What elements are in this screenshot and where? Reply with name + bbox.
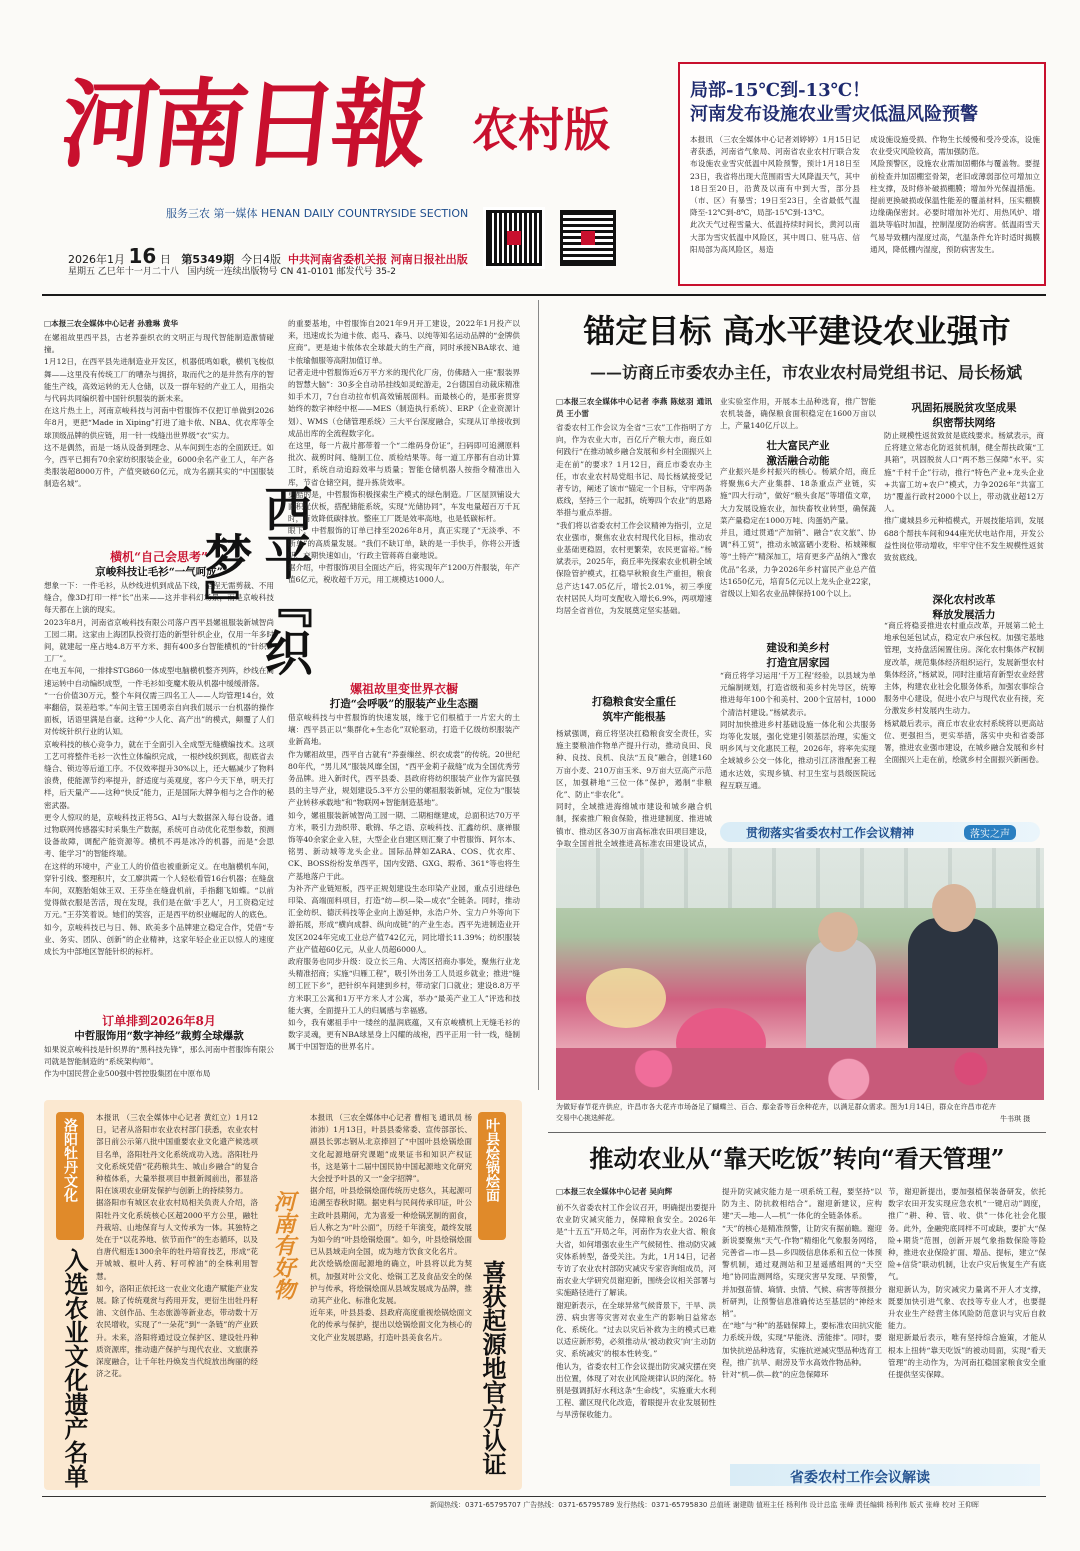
xiping-title-2: 『织梦』 [196, 532, 312, 676]
left-sub-1: 横机“自己会思考” [110, 550, 208, 564]
bottom-feature-byline: □本报三农全媒体中心记者 吴向辉 [556, 1187, 673, 1196]
warning-title-2: 河南发布设施农业雪灾低温风险预警 [690, 104, 978, 125]
feature-title: 锚定目标 高水平建设农业强市 [583, 312, 1011, 350]
bottom-feature-col3: 节，谢迎新提出，要加强植保装备研发，依托数字农田开发实现应急农机“一键启动”调度，推广“耕、种、管、收、供”一体化社会化服务。此外，金融兜底同样不可或缺，要扩大“保险+期货”范围，创新开展气象指数保险等险种，推进农业保险扩面、增品、提标，建立“保险+信贷”联动机制，让农户灾后恢复生产有底气。 谢迎新认为，防灾减灾力量离不开人才支撑，既要加快引进气象、农技等专业人才，也要提升农业生产经营主体风险防范意识与灾后自救能力。 谢迎新最后表示，唯有坚持综合施策，才能从根本上扭转“靠天吃饭”的被动局面，实现“看天管理”的主动作为，为河南扛稳国家粮食安全重任提供坚实保障。 [888, 1187, 1046, 1380]
feature-col1-b: 杨斌强调，商丘将坚决扛稳粮食安全责任，实施主要粮油作物单产提升行动，推动良田、良种、良技、良机、良法“五良”融合，创建160万亩小麦、210万亩玉米、9万亩大豆高产示范区，加强耕地“三位一体”保护，遏制“非粮化”、防止“非农化”。 同时，全域推进海绵城市建设和城乡融合机制，探索推广粮食保险，推进建制度、推进城镇市、推动区各30万亩高标准农田项目建设，争取全国首批全域推进高标准农田建设试点， [556, 729, 712, 848]
bottom-feature-title: 推动农业从“靠天吃饭”转向“看天管理” [589, 1144, 1005, 1173]
feature-subtitle: ——访商丘市委农办主任，市农业农村局党组书记、局长杨斌 [590, 363, 1023, 382]
stamp-text: 河南有好物 [270, 1190, 296, 1300]
masthead-divider [42, 294, 1046, 296]
bottom-feature-col1: 前不久省委农村工作会议召开，明确提出要提升农业防灾减灾能力，保障粮食安全。2026年是“十五五”开局之年，河南作为农业大省、粮食大省，如何增强农业生产气候韧性、推动防灾减灾体系转型，备受关注。为此，1月14日，记者专访了农业农村部防灾减灾专家咨询组成员，河南农业大学研究员谢迎新，围绕会议相关部署与实施路径进行了解读。 谢迎新表示，在全球异常气候背景下，干旱、洪涝、病虫害等灾害对农业生产的影响日益常态化、系统化。“过去以灾后补救为主的模式已难以适应新形势，必须推动从‘被动救灾’向‘主动防灾、系统减灾’的根本性转变。” 他认为，省委农村工作会议提出防灾减灾摆在突出位置，体现了对农业风险规律认识的深化。特别是强调抓好水利这条“生命线”，实施重大水利工程、灌区现代化改造，着眼提升农业发展韧性与旱涝保收能力。 [556, 1203, 716, 1420]
page-count: 今日4版 [240, 253, 281, 266]
feature-col2-sub2: 建设和美乡村 打造宜居家园 [766, 642, 830, 669]
qr-code-2 [560, 210, 616, 266]
warning-col-1: 本报讯 （三农全媒体中心记者刘婷婷）1月15日记者获悉，河南省气象局、河南省农业农村厅联合发布设施农业雪灾低温中风险预警，预计1月18日至23日，我省将出现大范围雨雪大风降温天气，其中18日至20日，沿黄及以南有中到大雪，部分县（市、区）有暴雪；19日至23日，全省最低气温降至-12℃到-8℃，局部-15℃到-13℃。 此次天气过程雪量大、低温持续时间长，黄河以南大部为雪灾低温中风险区，其中周口、驻马店、信阳局部为高风险区，易造 [690, 135, 860, 254]
date-day: 16 [128, 244, 157, 268]
left-para-1: 在嫘祖故里西平县，古老养蚕织衣的文明正与现代智能制造激情碰撞。 1月12日，在西平县先进制造业开发区，机器低鸣如歌，横机飞梭似舞——这里没有传统工厂的嘈杂与拥挤，取而代之的是井然有序的智能生产线，高效运转的无人仓储，以及一群年轻的产业工人，用指尖与代码共同编织着中国针织服装的新未来。 在这片热土上，河南京峻科技与河南中哲服饰不仅把订单做到2026年8月，更把“Made in Xiping”打进了迪卡侬、NBA、优衣库等全球顶级品牌的供应链，用一针一线缝出世界级“衣”实力。 这不是偶然，而是一场从设备到理念、从车间到生态的全面跃迁。如今，西平已拥有70余家纺织服装企业，6000余名产业工人，年产各类服装超8000万件，产值突破60亿元，成为名副其实的“中国服装制造名城”。 [44, 333, 274, 489]
feature-col3-a: 防止规模性返贫致贫是底线要求。杨斌表示，商丘将建立常态化防返贫机制，健全帮扶政策“工具箱”，巩固脱贫人口“两不愁三保障”水平。实施“千村千企”行动，推行“特色产业+龙头企业+共富工坊+农户”模式，力争2026年“共富工坊”覆盖行政村2000个以上，带动就业超12万人。 推广虞城县乡元种植模式，开展技能培训，发展688个帮扶车间和944座光伏电站作用，开发公益性岗位带动增收，牢牢守住不发生规模性返贫致贫底线。 [884, 431, 1044, 563]
mid-para-1: 的重要基地，中哲服饰自2021年9月开工建设，2022年1月投产以来，迅速成长为迪卡侬、彪马、森马、以纯等知名运动品牌的“金牌供应商”。更是迪卡侬体农全球最大的生产商，同时承接NBA球衣、迪卡侬瑜伽服等高附加值订单。 记者走进中哲服饰近6万平方米的现代化厂房，仿佛踏入一座“服装界的智慧大脑”：30多全自动吊挂线如灵蛇游走，2台德国自动裁床精准如手术刀，7台自动拉布机高效铺展面料。而最核心的，是那套贯穿始终的数字神经中枢——MES（制造执行系统）、ERP（企业资源计划）、WMS（仓储管理系统）三大平台深度融合，实现从订单接收到成品出库的全流程数字化。 在这里，每一片裁片都带着一个“二维码身份证”，扫码即可追溯原料批次、裁剪时间、缝制工位、质检结果等。每一道工序都有自动计算工时，系统自动追踪效率与质量；智能仓储机器人按指令精准出入库，节省仓储空间，提升拣货效率。 更酷的是，中哲服饰积极探索生产模式的绿色制造。厂区屋顶铺设大面积光伏板，搭配储能系统，实现“光储协同”，车发电量超百万千瓦时，有效降低碳排放。整座工厂既是效率高地，也是低碳标杆。 眼下，中哲服饰的订单已排至2026年8月，真正实现了“无淡季、不断单”的高质量发展。“我们不缺订单，缺的是一手快手，你将公开透明，交期快速如山，‘行政主管蒋蒋自豪地说。 据介绍，中哲服饰项目全面达产后，将实现年产1200万件服装，年产值6亿元，税收超千万元，用工规模达1000人。 [288, 319, 520, 585]
spirit-banner-tag: 落实之声 [964, 825, 1016, 840]
left-sub-2b: 中哲服饰用“数字神经”裁剪全球爆款 [74, 1030, 244, 1042]
left-sub-2: 订单排到2026年8月 [102, 1014, 216, 1028]
sponsor: 中共河南省委机关报 河南日报社出版 [287, 253, 468, 266]
left-sub-1b: 京峻科技让毛衫“一气呵成” [95, 566, 223, 578]
feature-col2-b: 产业振兴是乡村振兴的核心。杨斌介绍，商丘将聚焦6大产业集群、18条重点产业链，实施“四大行动”，做好“粮头食尾”等增值文章，大力发展设施农业，加快畜牧业转型，确保蔬菜产量稳定在1000万吨、肉蛋奶产量。 并且，通过贯通“产加销”、融合“农文旅”、协调“科工贸”，推动永城富硒小麦粉、柘城辣椒等“土特产”精深加工，培育更多产品纳入“豫农优品”名录，力争2026年乡村富民产业总产值达1650亿元，培育5亿元以上龙头企业22家，省级以上知名农业品牌保持100个以上。 [720, 467, 876, 599]
flower-market-photo [556, 848, 1044, 1100]
footer-info: 新闻热线：0371-65795707 广告热线：0371-65795789 发行热线：0371-65795830 总值班 谢建勋 值班主任 杨利伟 设计总监 张峰 责任编辑 杨利伟 版式 张峰 校对 王仰晖 [430, 1501, 980, 1509]
luoyang-title: 入选农业文化遗产名单 [60, 1248, 89, 1488]
feature-col3-sub2: 深化农村改革 释放发展活力 [932, 594, 996, 621]
warning-title-1: 局部-15℃到-13℃！ [690, 80, 871, 101]
column-divider [538, 300, 539, 1090]
luoyang-text: 本报讯 （三农全媒体中心记者 黄红立）1月12日，记者从洛阳市农业农村部门获悉，农业农村部日前公示第八批中国重要农业文化遗产候选项目名单，洛阳牡丹文化系统成功入选。洛阳牡丹文化系统凭借“花药粮共生、城山乡融合”的复合种植体系，大量举报项目申报新闻前出，都显洛阳在该项农业研发保护与创新上的持续努力。 据洛阳市有城区农业农村局相关负责人介绍，洛阳牡丹文化系统核心区超2000平方公里，融牡丹栽培、山地保育与人文传承为一体。其独特之处在于“以花养地、依节而作”的生态循环，以及自唐代相连1300余年的牡丹培育技艺，形成“花开城城、根叶人药、籽可榨油”的全株利用智慧。 如今，洛阳正依托这一农业文化遗产赋能产业发展。除了传统观赏与药用开发，更衍生出牡丹籽油、文创作品、生态旅游等新业态，带动数十万农民增收，实现了“一朵花”到“一条链”的产业跃升。未来，洛阳将通过设立保护区、建设牡丹种质资源库，推动遗产保护与现代农业、文旅康养深度融合，让千年牡丹焕发当代绽放出绚丽的经济之花。 [96, 1113, 258, 1379]
yexian-title: 喜获起源地官方认证 [478, 1260, 507, 1476]
photo-caption: 为做好春节花卉供应，许昌市各大花卉市场备足了蝴蝶兰、百合、鄢金香等百余种花卉，以满足群众需求。图为1月14日，群众在许昌市花卉交易中心挑选鲜花。 [556, 1103, 996, 1122]
luoyang-tag [56, 1112, 84, 1240]
left-byline: □本报三农全媒体中心记者 孙雅琳 黄华 [44, 319, 178, 328]
publication-codes: 国内统一连续出版物号 CN 41-0101 邮发代号 35-2 [187, 267, 396, 277]
interpretation-banner-text: 省委农村工作会议解读 [790, 1470, 930, 1486]
yexian-tag [478, 1112, 506, 1240]
luoyang-tag-text: 洛阳牡丹文化 [62, 1118, 78, 1202]
masthead-logo: 河南日報 [56, 68, 428, 181]
mid-sub-1b: 打造“会呼吸”的服装产业生态圈 [329, 698, 479, 710]
feature-col1-sub: 打稳粮食安全重任 筑牢产能根基 [592, 696, 676, 723]
spirit-banner-text: 贯彻落实省委农村工作会议精神 [746, 826, 915, 840]
yexian-tag-text: 叶县烩锅烩面 [484, 1118, 500, 1202]
left-para-3: 如果说京峻科技是针织界的“黑科技先锋”，那么河南中哲服饰有限公司就是智能制造的“系统架构师”。 作为中国民营企业500强中哲控股集团在中原布局 [44, 1045, 274, 1079]
feature-col3-b: “商丘将稳妥推进农村重点改革，开展第二轮土地承包延包试点，稳定农户承包权。加强宅基地管理，支持盘活闲置住房。深化农村集体产权制度改革，规范集体经济组织运行，发展新型农村集体经济，”杨斌说，同时注重培育新型农业经营主体，构建农业社会化服务体系，加强农事综合服务中心建设，促进小农户与现代农业有接，充分激发乡村发展内生动力。 杨斌最后表示，商丘市农业农村系统将以更高站位、更强担当，更实举措，落实中央和省委部署，推进农业强市建设，在城乡融合发展和乡村全面振兴上走在前，绘就乡村全面振兴新画卷。 [884, 621, 1044, 765]
yexian-text: 本报讯 （三农全媒体中心记者 曹相飞 通讯员 杨沛沛）1月13日，叶县县委常委、宣传部部长、副县长郭志钢从北京捧回了“中国叶县烩锅烩面文化起源地研究课题”成果证书和知识产权证书，这是第十二届中国民协中国起源地文化研究大会授予叶县的又一“金字招牌”。 据介绍，叶县烩锅烩面传统历史悠久，其起源可追溯至春秋时期。据史料与民间传承印证，叶公主政叶县期间，尤为喜爱一种烩锅烹制的面食，后人称之为“叶公面”，历经千年演变，最终发展为如今的“叶县烩锅烩面”。如今，叶县烩锅烩面已从县域走向全国，成为地方饮食文化名片。 此次烩锅烩面起源地的确立，叶县将以此为契机，加强对叶公文化、烩锅工艺及食品安全的保护与传承，将烩锅烩面从县域发展成为品牌，推动其产业化、标准化发展。 近年来，叶县县委、县政府高度重视烩锅烩面文化的传承与保护，提出以烩锅烩面文化为核心的文化产业发展思路，打造叶县美食名片。 [310, 1113, 472, 1342]
mid-para-2: 借京峻科技与中哲服饰的快速发展，缘于它们根植于一片宏大的土壤：西平县正以“集群化+生态化”双轮驱动，打造千亿级纺织服装产业新高地。 作为嫘祖故里，西平自古就有“养蚕缫丝、织衣成裳”的传统。20世纪80年代，“男儿风”服装风靡全国，“西平金莉子裁缝”成为全国优秀劳务品牌。进入新时代，西平县委、县政府将纺织服装产业作为富民强县的主导产业，规划建设5.3平方公里的嫘祖服装新城，定位为“服装产业转移承载地”和“物联网+智能制造基地”。 如今，嫘祖服装新城智尚工园一期、二期相继建成，总面积达70万平方米，吸引力劲织带、歌锦、华之语、京峻科技、汇鑫纺织、康禅服饰等40余家企业入驻，大型企业自建区则汇聚了中哲服饰、阿尔本、铭男、新动城等龙头企业。国际品牌如ZARA、COS、优衣库、CK、BOSS纷纷发单西平，国内安踏、GXG、瑕希、361°等也将生产基地落户于此。 为补齐产业链短板，西平正规划建设生态印染产业园，重点引进绿色印染、高端面料项目，打造“纺—织—染—成衣”全链条。同时，推动汇金纺织、德沃科技等企业向上游延伸，永浩户外、宝力户外等向下游拓展，形成“横向成群、纵向成链”的产业生态。西平先进制造业开发区2024年完成工业总产值742亿元，同比增长11.39%；纺织服装产业产值超60亿元，从业人员超6000人。 政府服务也同步升级：设立长三角、大湾区招商办事处，聚焦行业龙头精准招商；实施“归雁工程”，吸引外出务工人员返乡就业；推进“缝纫工匠下乡”，把针织车间建到乡村，带动家门口就业；建设8.8万平方米职工公寓和1万平方米人才公寓，举办“最美产业工人”评选和技能大赛，全面提升工人的归属感与幸福感。 如今，我有嫘祖手中一缕丝的温润底蕴，又有京峻横机上无缝毛衫的数字灵魂，更有NBA球星身上闪耀的战袍，西平正用一针一线，缝制属于中国智造的世界名片。 [288, 713, 520, 1052]
footer-rule [42, 1496, 1046, 1497]
date-day-suffix: 日 [159, 253, 171, 266]
warning-col-2: 成设施设施受损、作物生长缓慢和受冷受冻，设施农业受灾风险较高，需加强防范。 风险预警区，设施农业需加固棚体与覆盖物。要提前检查并加固棚室骨架，老旧或薄弱部位可增加立柱支撑，及时修补破损棚膜；增加外光保温措施。提前更换破损或保温性能差的覆盖材料，压实棚膜边缘确保密封。必要时增加补光灯、用热风炉、增温块等临时加温，控制湿度防治病害。低温雨雪天气易导致棚内湿度过高，气温条件允许时适时揭膜通风，降低棚内湿度，预防病害发生。 [870, 135, 1040, 254]
top-warning-box [678, 62, 1046, 286]
xiping-title-1: 西平 [256, 484, 312, 580]
feature-col2-c: “商丘将学习运用‘千万工程’经验，以县域为单元编制规划，打造省级和美乡村先导区，统筹推进每年100个和美村、200个宜居村，1000个清洁村建设。”杨斌表示。 同时加快推进乡村基础设施一体化和公共服务均等化发展，强化党建引领基层治理，实施文明乡风与文化惠民工程，2026年，将率先实现全域城乡公交一体化，推动引江济淮配套工程通水达效，实现乡镇、村卫生室与县级医院远程互联互通。 [720, 671, 876, 790]
bottom-feature-rule [548, 1132, 1046, 1133]
weekday-lunar: 星期五 乙巳年十一月二十八 [68, 267, 179, 277]
bottom-feature-col2: 提升防灾减灾能力是一项系统工程，要坚持“以防为主、防抗救相结合”。谢迎新建议，应构建“天—地—人—机”一体化的全链条体系。 “天”的核心是精准预警，让防灾有据前瞻。谢迎新说要聚焦“天气-作物”精细化气象服务网络，完善省—市—县—乡四级信息体系和五位一体预警机制，通过观测站和卫星遥感组网的“天空地”协同监测网络，实现灾害早发现、早预警，并加强苗情、墒情、虫情、气候、病害等预报分析研判，让预警信息准确传达至基层的“神经末梢”。 在“地”与“种”的基础保障上，要标准农田抗灾能力系统升级，实现“早能浇、涝能排”。同时，要加快抗逆品种选育，实施抗逆减灾型品种选育工程，推广抗旱、耐涝及节水高效作物品种。 针对“机—供—救”的应急保障环 [722, 1187, 882, 1380]
feature-col2-a: 业实验室作用，开展本土品种选育，推广智能农机装备，确保粮食面积稳定在1600万亩以上，产量140亿斤以上。 [720, 397, 876, 431]
photo-credit: 牛书琪 摄 [1000, 1115, 1031, 1123]
qr-code-1 [486, 210, 542, 266]
feature-col2-sub1: 壮大富民产业 激活融合动能 [766, 440, 830, 467]
feature-byline: □本报三农全媒体中心记者 李燕 陈炫羽 通讯员 王小雷 [556, 397, 712, 419]
henan-good-products-stamp [264, 1190, 304, 1380]
date-row [68, 244, 488, 268]
feature-col1-a: 省委农村工作会议为全省“三农”工作指明了方向，作为农业大市，百亿斤产粮大市，商丘如何践行“在推动城乡融合发展和乡村全面振兴上走在前”的要求？1月12日，商丘市委农办主任，市农业农村局党组书记、局长杨斌接受记者专访，阐述了该市“锚定一个目标，守牢两条底线，坚持三个一起抓，统筹四个农业”的思路举措与重点举措。 “我们将以省委农村工作会议精神为指引，立足农业强市，聚焦农业农村现代化目标，推动农业基础更稳固，农村更繁荣，农民更富裕。”杨斌表示，2025年，商丘率先探索农业机耕全域保险管护模式，扛稳早秋粮食生产重担，粮食总产达147.05亿斤，增长2.01%，初三季度农村居民人均可支配收入增长6.9%，两项增速均居全省首位，为发展奠定坚实基础。 [556, 423, 712, 616]
feature-col3-sub1: 巩固拓展脱贫攻坚成果 织密帮扶网络 [911, 402, 1017, 429]
interpretation-banner [730, 1464, 1040, 1486]
left-para-2: 想象一下：一件毛衫，从纱线进机到成品下线，全程无需剪裁、不用缝合，像3D打印一样“长”出来——这并非科幻场景，而是京峻科技每天都在上演的现实。 2023年8月，河南省京峻科技有限公司落户西平县嫘祖服装新城智尚工园二期。这家由上海团队投资打造的新型针织企业，仅用一年多时间，就建起一座占地4.8万平方米、拥有400多台智能横机的“针织梦工厂”。 在电五车间，一排排STG860一体成型电脑横机整齐列阵，纱线在高速运转中自动编织成型，一件毛衫如变魔术般从机器中缓缓滑落。 “一台价值30万元，整个车间仅需三四名工人——人均管理14台，效率翻倍，误差趋零。”车间主管王国勇亲自向我们展示一台机器的操作面板，话语里满是自豪。这种“少人化、高产出”的模式，颠覆了人们对传统针织行业的认知。 京峻科技的核心竞争力，就在于全面引入全成型无缝横编技术。这项工艺可将整件毛衫一次性立体编织完成，一根纱线织到底，彻底省去缝合、锁边等后道工序。不仅效率提升30%以上，还大幅减少了物料浪费，使能源节约率提升，舒适度与美观度，客户今天下单，明天打样，后天量产——这种“快反”能力，正是国际大牌争相与之合作的秘密武器。 更令人惊叹的是，京峻科技正将5G、AI与大数据深入每台设备。通过物联网传感器实时采集生产数据，系统可自动优化花型参数，预测设备故障，调配产能资源等。横机不再是冰冷的机器，而是“会思考、能学习”的智能终端。 在这样的环境中，产业工人的价值也被重新定义。在电脑横机车间，穿针引线、整理积片，女工廖洪霞一个人轻松看管16台机器；在缝盘车间，双胞胎姐妹王双、王芬坐在缝盘机前，手指翻飞如蝶。“以前觉得做衣服是苦活，现在发现，我们是在做‘手艺人’，月工资稳定过万元。”王芬笑着说。她们的笑容，正是西平纺织业崛起的人的底色。 如今，京峻科技已与日、韩、欧美多个品牌建立稳定合作，凭借“专业、务实、团队、创新”的企业精神，这家年轻企业正以惊人的速度成长为中部地区智能针织的标杆。 [44, 581, 274, 957]
edition-label: 农村版 [472, 103, 610, 157]
masthead-slogan: 服务三农 第一媒体 HENAN DAILY COUNTRYSIDE SECTION [166, 207, 469, 220]
issue-number: 第5349期 [181, 253, 234, 266]
date-row-2 [68, 264, 488, 277]
mid-sub-1: 嫘祖故里变世界衣橱 [349, 682, 458, 696]
date-year-month: 2026年1月 [68, 253, 125, 266]
spirit-banner [720, 822, 1040, 842]
